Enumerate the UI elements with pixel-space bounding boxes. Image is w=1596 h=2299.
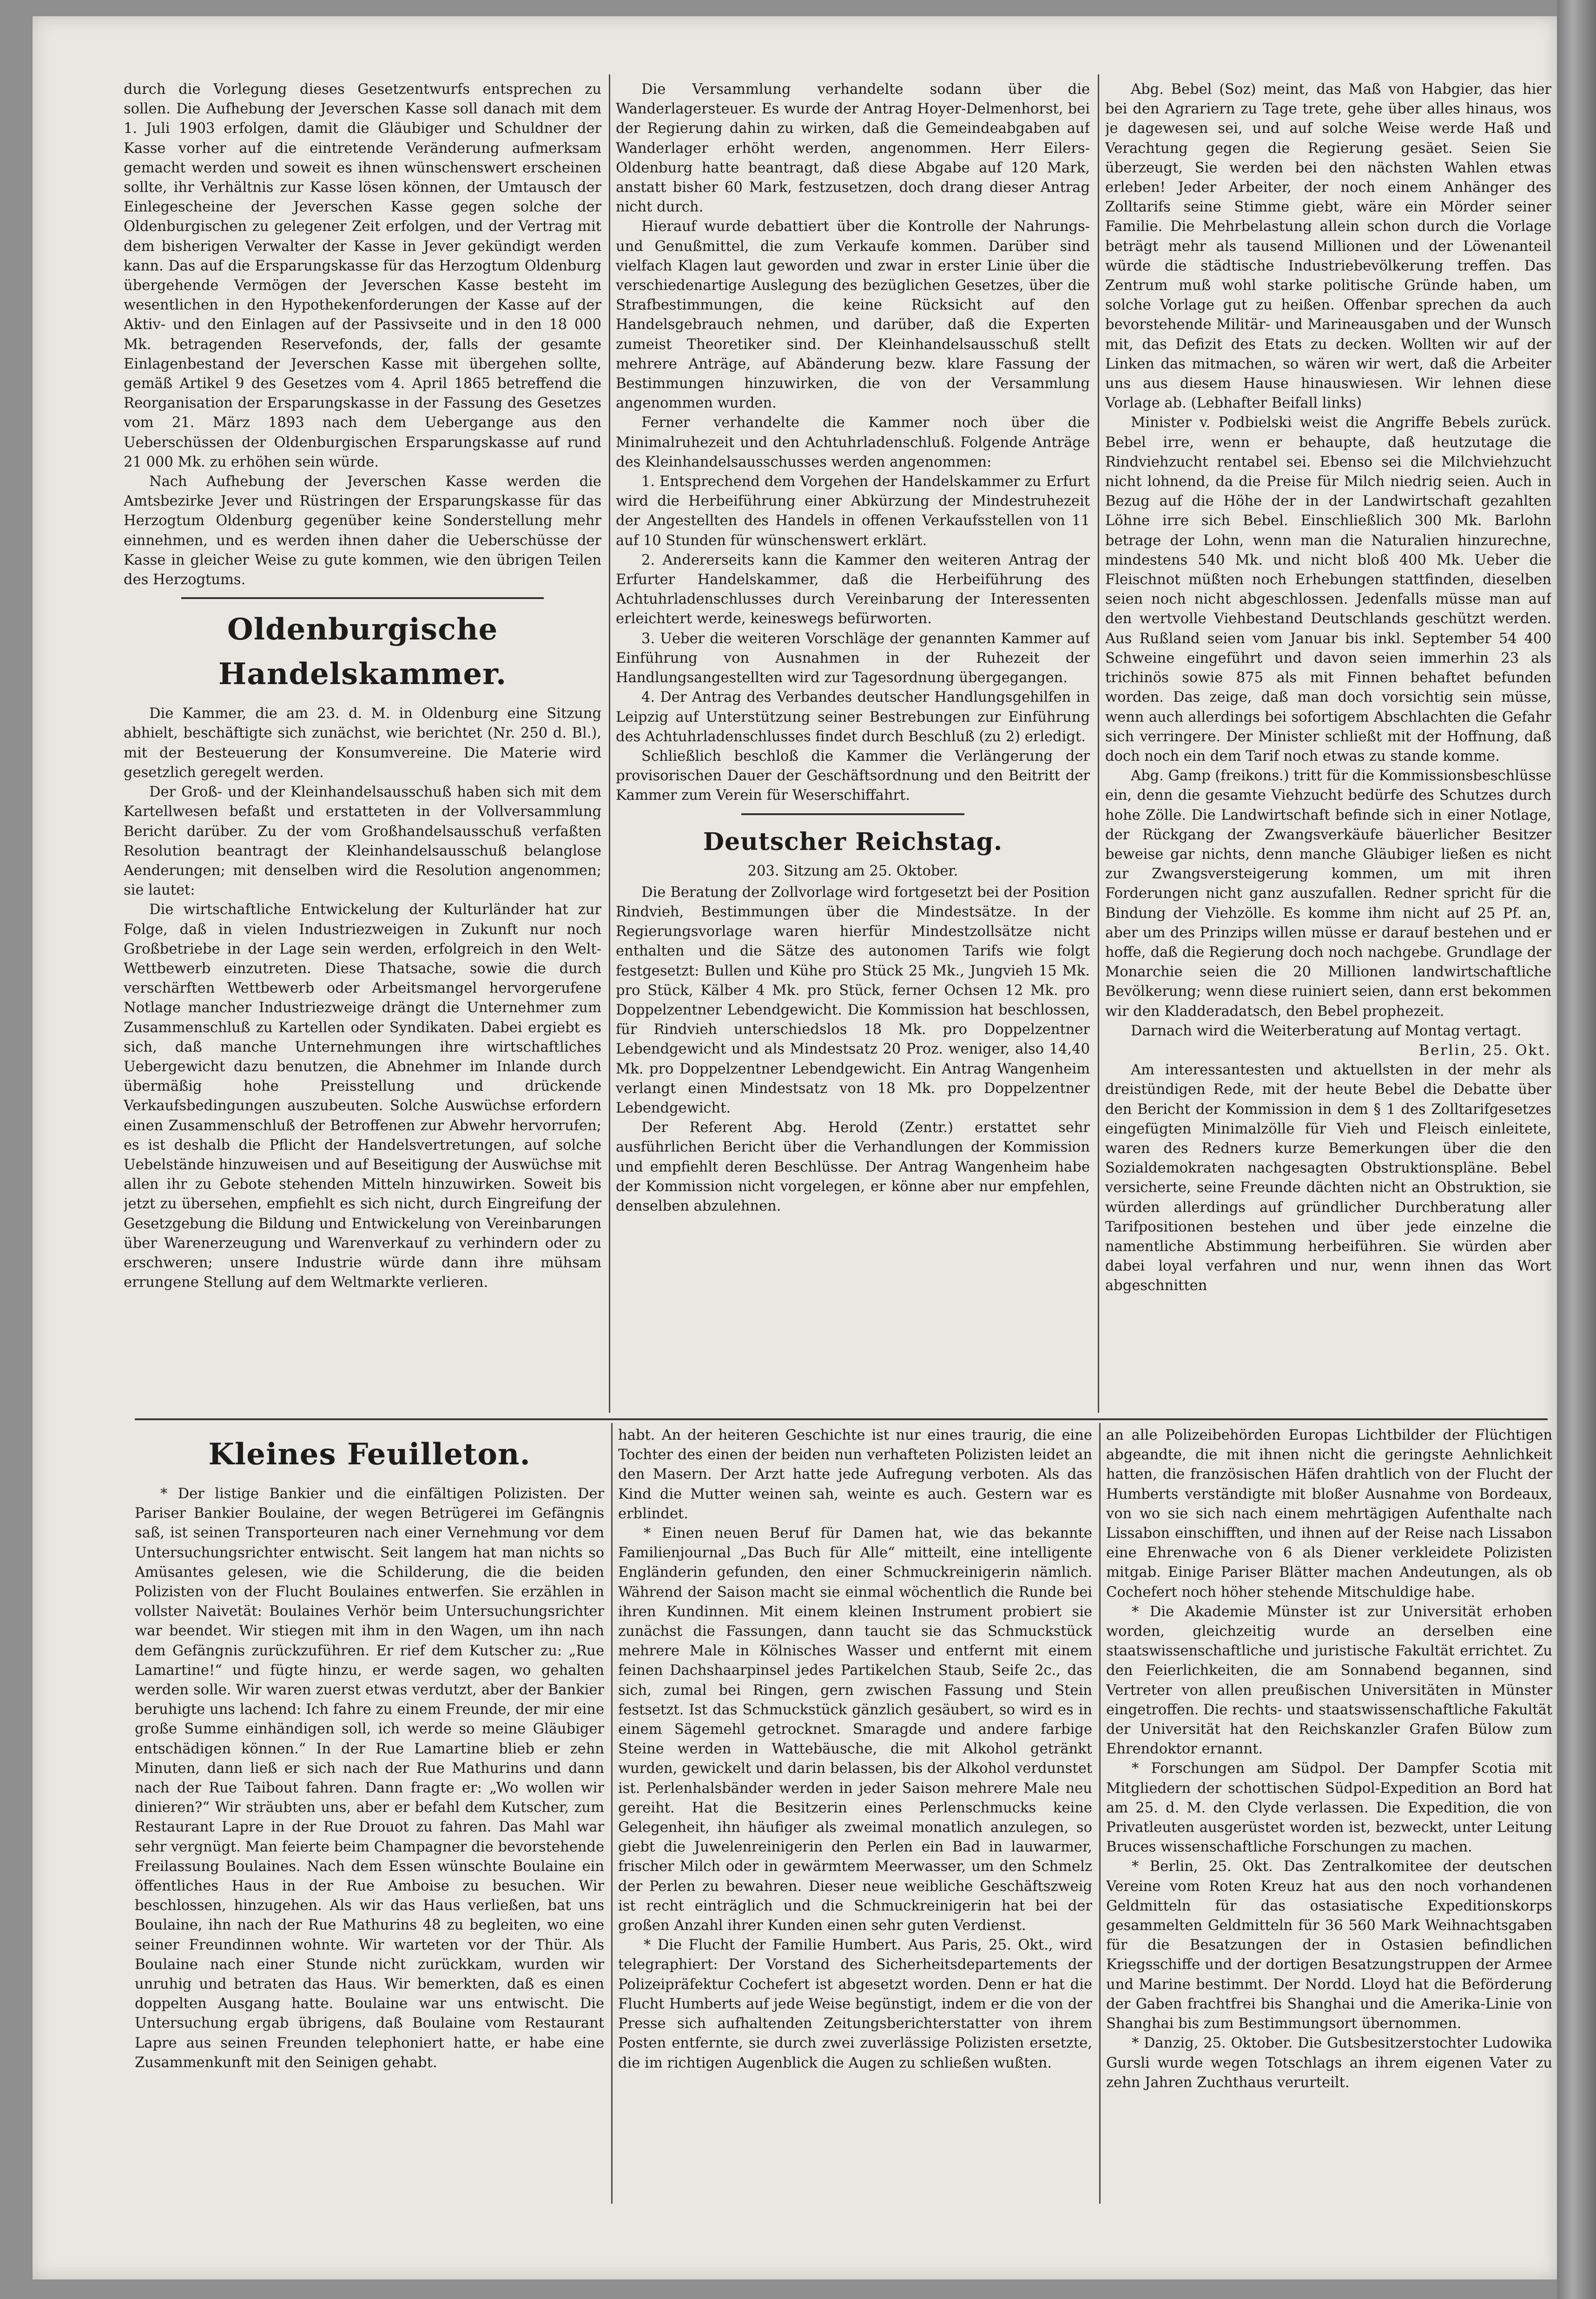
paragraph: 3. Ueber die weiteren Vorschläge der genannten Kammer auf Einführung von Ausnahmen in der Ruhezeit der Handlungsangestellten wird zur Tagesordnung übergegangen.: [616, 630, 1090, 686]
headline-feuilleton: Kleines Feuilleton.: [208, 1437, 531, 1472]
paragraph: * Danzig, 25. Oktober. Die Gutsbesitzerstochter Ludowika Gursli wurde wegen Totschlags an ihrem eigenen Vater zu zehn Jahren Zuchthaus verurteilt.: [1106, 2035, 1552, 2091]
feuilleton-column-2: [618, 1426, 1092, 2202]
paragraph: * Einen neuen Beruf für Damen hat, wie das bekannte Familienjournal „Das Buch für Alle“ mitteilt, eine intelligente Engländerin gefunden, den einer Schmuckreinigerin nämlich. Während der Saison macht sie einmal wöchentlich die Runde bei ihren Kundinnen. Mit einem kleinen Instrument probiert sie zunächst die Fassungen, dann taucht sie das Schmuckstück mehrere Male in Kölnisches Wasser und entfernt mit einem feinen Dachshaarpinsel jedes Partikelchen Staub, Seife 2c., das sich, zumal bei Ringen, gern zwischen Fassung und Stein festsetzt. Ist das Schmuckstück gänzlich gesäubert, so wird es in einem Sägemehl getrocknet. Smaragde und andere farbige Steine werden in Wattebäusche, die mit Alkohol getränkt wurden, gewickelt und darin belassen, bis der Alkohol verdunstet ist. Perlenhalsbänder werden in jeder Saison mehrere Male neu gereiht. Hat die Besitzerin eines Perlenschmucks keine Gelegenheit, ihn häufiger als zweimal monatlich anzulegen, so giebt die Juwelenreinigerin den Perlen ein Bad in lauwarmer, frischer Milch oder in gewärmtem Meerwasser, um den Schmelz der Perlen zu bewahren. Dieser neue weibliche Geschäftszweig ist recht einträglich und die Schmuckreinigerin hat bei der großen Anzahl ihrer Kunden einen sehr guten Verdienst.: [618, 1525, 1092, 1934]
feuilleton-separator: [135, 1418, 1548, 1420]
headline-handelskammer: Oldenburgische Handelskammer.: [218, 612, 507, 692]
paragraph: Die wirtschaftliche Entwickelung der Kulturländer hat zur Folge, daß in vielen Industriezweigen in Zukunft nur noch Großbetriebe in der Lage sein werden, erfolgreich in den Welt-Wettbewerb einzutreten. Diese Thatsache, sowie die durch verschärften Wettbewerb oder Arbeitsmangel hervorgerufene Notlage mancher Industriezweige drängt die Unternehmer zum Zusammenschluß zu Kartellen oder Syndikaten. Dabei ergiebt es sich, daß manche Unternehmungen ihre wirtschaftliches Uebergewicht dazu benutzen, die Abnehmer im Inlande durch übermäßig hohe Preisstellung und drückende Verkaufsbedingungen auszubeuten. Solche Auswüchse erfordern einen Zusammenschluß der Betroffenen zur Abwehr hervorrufen; es ist deshalb die Pflicht der Handelsvertretungen, auf solche Uebelstände hinzuweisen und auf Beseitigung der Auswüchse mit allen ihr zu Gebote stehenden Mitteln hinzuwirken. Soweit bis jetzt zu übersehen, empfiehlt es sich nicht, durch Eingreifung der Gesetzgebung die Bildung und Entwickelung von Vereinbarungen über Warenerzeugung und Warenverkauf zu verhindern oder zu erschweren; unsere Industrie würde dann ihre mühsam errungene Stellung auf dem Weltmarkte verlieren.: [124, 902, 601, 1291]
column-rule: [609, 74, 610, 1413]
paragraph: 1. Entsprechend dem Vorgehen der Handelskammer zu Erfurt wird die Herbeiführung einer Abkürzung der Mindestruhezeit der Angestellten des Handels in offenen Verkaufsstellen von 11 auf 10 Stunden für wünschenswert erklärt.: [616, 474, 1090, 549]
headline-reichstag: Deutscher Reichstag.: [703, 827, 1003, 856]
paragraph: Die Versammlung verhandelte sodann über die Wanderlagersteuer. Es wurde der Antrag Hoyer-Delmenhorst, bei der Regierung dahin zu wirken, daß die Gemeindeabgaben auf Wanderlager erhöht werden, angenommen. Herr Eilers-Oldenburg hatte beantragt, daß diese Abgabe auf 120 Mark, anstatt bisher 60 Mark, festzusetzen, doch drang dieser Antrag nicht durch.: [616, 81, 1090, 216]
paragraph: Der Groß- und der Kleinhandelsausschuß haben sich mit dem Kartellwesen befaßt und erstatteten in der Vollversammlung Bericht darüber. Zu der vom Großhandelsausschuß verfaßten Resolution beantragt der Kleinhandelsausschuß belanglose Aenderungen; mit denselben wird die Resolution angenommen; sie lautet:: [124, 784, 601, 899]
top-column-2: [616, 80, 1090, 1414]
paragraph: Schließlich beschloß die Kammer die Verlängerung der provisorischen Dauer der Geschäftsordnung und den Beitritt der Kammer zum Verein für Weserschiffahrt.: [616, 748, 1090, 804]
column-rule: [1098, 74, 1099, 1413]
paragraph: Hierauf wurde debattiert über die Kontrolle der Nahrungs- und Genußmittel, die zum Verkaufe kommen. Darüber sind vielfach Klagen laut geworden und zwar in erster Linie über die verschiedenartige Auslegung des bezüglichen Gesetzes, über die Strafbestimmungen, die keine Rücksicht auf den Handelsgebrauch nehmen, und darüber, daß die Experten zumeist Theoretiker sind. Der Kleinhandelsausschuß stellt mehrere Anträge, auf Abänderung bezw. klare Fassung der Bestimmungen hinzuwirken, die von der Versammlung angenommen wurden.: [616, 218, 1090, 412]
paragraph: Die Beratung der Zollvorlage wird fortgesetzt bei der Position Rindvieh, Bestimmungen über die Mindestsätze. In der Regierungsvorlage waren hierfür Mindestzollsätze nicht enthalten und die Sätze des autonomen Tarifs wie folgt festgesetzt: Bullen und Kühe pro Stück 25 Mk., Jungvieh 15 Mk. pro Stück, Kälber 4 Mk. pro Stück, ferner Ochsen 12 Mk. pro Doppelzentner Lebendgewicht. Die Kommission hat beschlossen, für Rindvieh unterschiedslos 18 Mk. pro Doppelzentner Lebendgewicht und als Mindestsatz 20 Proz. weniger, also 14,40 Mk. pro Doppelzentner Lebendgewicht. Ein Antrag Wangenheim verlangt einen Mindestsatz von 18 Mk. pro Doppelzentner Lebendgewicht.: [616, 884, 1090, 1116]
page-edge-shadow: [1557, 0, 1596, 2299]
paragraph: * Die Flucht der Familie Humbert. Aus Paris, 25. Okt., wird telegraphiert: Der Vorstand des Sicherheitsdepartements der Polizeipräfektur Cochefert ist abgesetzt worden. Denn er hat die Flucht Humberts auf jede Weise begünstigt, indem er die von der Presse sich aufhaltenden Zeitungsberichterstatter von ihrem Posten entfernte, sie durch zwei zuverlässige Polizisten ersetzte, die im richtigen Augenblick die Augen zu schließen wußten.: [618, 1937, 1092, 2071]
paragraph: Die Kammer, die am 23. d. M. in Oldenburg eine Sitzung abhielt, beschäftigte sich zunächst, wie berichtet (Nr. 250 d. Bl.), mit der Besteuerung der Konsumvereine. Die Materie wird gesetzlich geregelt werden.: [124, 705, 601, 781]
paragraph: Abg. Bebel (Soz) meint, das Maß von Habgier, das hier bei den Agrariern zu Tage trete, gehe über alles hinaus, wos je dagewesen sei, und auf solche Weise werde Haß und Verachtung gegen die Regierung gesäet. Seien Sie überzeugt, Sie werden bei den nächsten Wahlen etwas erleben! Jeder Arbeiter, der noch einem Anhänger des Zolltarifs seine Stimme giebt, wäre ein Mörder seiner Familie. Die Mehrbelastung allein schon durch die Vorlage beträgt mehr als tausend Millionen und der Löwenanteil würde die städtische Industriebevölkerung treffen. Das Zentrum muß wohl starke politische Gründe haben, um solche Vorlage gut zu heißen. Offenbar sprechen da auch bevorstehende Militär- und Marineausgaben und der Wunsch mit, das Defizit des Etats zu decken. Wollten wir auf der Linken das mitmachen, so wären wir wert, daß die Arbeiter uns aus diesem Hause hinauswiesen. Wir lehnen diese Vorlage ab. (Lebhafter Beifall links): [1105, 81, 1551, 412]
paragraph: Minister v. Podbielski weist die Angriffe Bebels zurück. Bebel irre, wenn er behaupte, daß heutzutage die Rindviehzucht rentabel sei. Ebenso sei die Milchviehzucht nicht lohnend, da die Preise für Milch niedrig seien. Auch in Bezug auf die Höhe der in der Landwirtschaft gezahlten Löhne irre sich Bebel. Einschließlich 300 Mk. Barlohn betrage der Lohn, wenn man die Naturalien hinzurechne, mindestens 540 Mk. und nicht bloß 400 Mk. Ueber die Fleischnot müßten noch Erhebungen stattfinden, dieselben seien noch nicht abgeschlossen. Jedenfalls müsse man auf den wertvolle Viehbestand Deutschlands geschützt werden. Aus Rußland seien vom Januar bis inkl. September 54 400 Schweine eingeführt und davon seien immerhin 23 als trichinös sowie 875 als mit Finnen behaftet befunden worden. Das zeige, daß man doch vorsichtig sein müsse, wenn auch allerdings bei sofortigem Abschlachten die Gefahr sich verringere. Der Minister schließt mit der Hoffnung, daß doch noch ein dem Tarif noch etwas zu stande komme.: [1105, 415, 1551, 764]
paragraph: Der Referent Abg. Herold (Zentr.) erstattet sehr ausführlichen Bericht über die Verhandlungen der Kommission und empfiehlt deren Beschlüsse. Der Antrag Wangenheim habe der Kommission nicht vorgelegen, er könne aber nur empfehlen, denselben abzulehnen.: [616, 1120, 1090, 1214]
top-column-1: [124, 80, 601, 1414]
paragraph: * Der listige Bankier und die einfältigen Polizisten. Der Pariser Bankier Boulaine, der wegen Betrügerei im Gefängnis saß, ist seinen Transporteuren nach einer Vernehmung vor dem Untersuchungsrichter entwischt. Seit langem hat man nichts so Amüsantes gelesen, wie die Schilderung, die die beiden Polizisten von der Flucht Boulaines entwerfen. Sie erzählen in vollster Naivetät: Boulaines Verhör beim Untersuchungsrichter war beendet. Wir stiegen mit ihm in den Wagen, um ihn nach dem Gefängnis zurückzuführen. Er rief dem Kutscher zu: „Rue Lamartine!“ und fügte hinzu, er werde sagen, wo gehalten werden solle. Wir waren zuerst etwas verdutzt, aber der Bankier beruhigte uns lachend: Ich fahre zu einem Freunde, der mir eine große Summe einhändigen soll, ich werde so meine Gläubiger entschädigen können.“ In der Rue Lamartine blieb er zehn Minuten, dann ließ er sich nach der Rue Mathurins und dann nach der Rue Taibout fahren. Dann fragte er: „Wo wollen wir dinieren?“ Wir sträubten uns, aber er befahl dem Kutscher, zum Restaurant Lapre in der Rue Drouot zu fahren. Das Mahl war sehr vergnügt. Man feierte beim Champagner die bevorstehende Freilassung Boulaines. Nach dem Essen wünschte Boulaine ein öffentliches Haus in der Rue Amboise zu besuchen. Wir beschlossen, hinzugehen. Als wir das Haus verließen, bat uns Boulaine, ihn nach der Rue Mathurins 48 zu begleiten, wo eine seiner Freundinnen wohnte. Wir warteten vor der Thür. Als Boulaine nach einer Stunde nicht zurückkam, wurden wir unruhig und betraten das Haus. Wir bemerkten, daß es einen doppelten Ausgang hatte. Boulaine war uns entwischt. Die Untersuchung ergab übrigens, daß Boulaine vom Restaurant Lapre aus seinen Freunden telephoniert hatte, er habe eine Zusammenkunft mit den Seinigen gehabt.: [135, 1486, 604, 2071]
feuilleton-column-3: [1106, 1426, 1552, 2202]
paragraph: Darnach wird die Weiterberatung auf Montag vertagt.: [1131, 1022, 1522, 1039]
section-divider: [181, 597, 544, 599]
paragraph: durch die Vorlegung dieses Gesetzentwurfs entsprechen zu sollen. Die Aufhebung der Jeverschen Kasse soll danach mit dem 1. Juli 1903 erfolgen, damit die Gläubiger und Schuldner der Kasse vorher auf die eintretende Veränderung aufmerksam gemacht werden und soweit es ihnen wünschenswert erscheinen sollte, ihr Verhältnis zur Kasse lösen können, der Umtausch der Einlegescheine der Jeverschen Kasse gegen solche der Oldenburgischen zu gelegener Zeit erfolgen, und der Vertrag mit dem bisherigen Verwalter der Kasse in Jever gekündigt werden kann. Das auf die Ersparungskasse für das Herzogtum Oldenburg übergehende Vermögen der Jeverschen Kasse besteht im wesentlichen in den Hypothekenforderungen der Kasse auf der Aktiv- und den Einlagen auf der Passivseite und in den 18 000 Mk. betragenden Reservefonds, der, falls der gesamte Einlagenbestand der Jeverschen Kasse mit übergehen sollte, gemäß Artikel 9 des Gesetzes vom 4. April 1865 betreffend die Reorganisation der Ersparungskasse in der Fassung des Gesetzes vom 21. März 1893 nach dem Uebergange aus den Ueberschüssen der Oldenburgischen Ersparungskasse auf rund 21 000 Mk. zu erhöhen sein würde.: [124, 81, 601, 470]
paragraph: * Forschungen am Südpol. Der Dampfer Scotia mit Mitgliedern der schottischen Südpol-Expedition an Bord hat am 25. d. M. den Clyde verlassen. Die Expedition, die von Privatleuten ausgerüstet worden ist, bezweckt, unter Leitung Bruces wissenschaftliche Forschungen zu machen.: [1106, 1760, 1552, 1856]
session-subhead: 203. Sitzung am 25. Oktober.: [747, 863, 958, 879]
paragraph: Ferner verhandelte die Kammer noch über die Minimalruhezeit und den Achtuhrladenschluß. Folgende Anträge des Kleinhandelsausschusses werden angenommen:: [616, 415, 1090, 470]
column-rule: [1099, 1423, 1101, 2204]
dateline: Berlin, 25. Okt.: [1418, 1042, 1551, 1059]
paragraph: Am interessantesten und aktuellsten in der mehr als dreistündigen Rede, mit der heute Bebel die Debatte über den Bericht der Kommission in dem § 1 des Zolltarifgesetzes eingefügten Minimalzölle für Vieh und Fleisch einleitete, waren des Redners kurze Bemerkungen über die den Sozialdemokraten nachgesagten Obstruktionspläne. Bebel versicherte, seine Freunde dächten nicht an Obstruktion, sie würden allerdings auf gründlicher Durchberatung aller Tarifpositionen bestehen und über jede einzelne die namentliche Abstimmung herbeiführen. Sie würden aber dabei loyal verfahren und nur, wenn ihnen das Wort abgeschnitten: [1105, 1062, 1551, 1294]
paragraph: 4. Der Antrag des Verbandes deutscher Handlungsgehilfen in Leipzig auf Unterstützung seiner Bestrebungen zur Einführung des Achtuhrladenschlusses findet durch Beschluß (zu 2) erledigt.: [616, 689, 1090, 745]
paragraph: an alle Polizeibehörden Europas Lichtbilder der Flüchtigen abgeandte, die mit ihnen nicht die geringste Aehnlichkeit hatten, die französischen Häfen drahtlich von der Flucht der Humberts verständigte mit bloßer Ausnahme von Bordeaux, von wo sie sich nach einem mehrtägigen Aufenthalte nach Lissabon einschifften, und ihnen auf der Reise nach Lissabon eine Ehrenwache von 6 als Diener verkleidete Polizisten mitgab. Einige Pariser Blätter machen Andeutungen, als ob Cochefert noch höher stehende Mitschuldige habe.: [1106, 1427, 1552, 1601]
section-divider: [741, 813, 964, 815]
paragraph: 2. Andererseits kann die Kammer den weiteren Antrag der Erfurter Handelskammer, daß die Herbeiführung des Achtuhrladenschlusses durch Vereinbarung der Interessenten erleichtert werde, keineswegs befürworten.: [616, 552, 1090, 627]
paragraph: habt. An der heiteren Geschichte ist nur eines traurig, die eine Tochter des einen der beiden nun verhafteten Polizisten leidet an den Masern. Der Arzt hatte jede Aufregung verboten. Als das Kind die Mutter weinen sah, weinte es auch. Gestern war es erblindet.: [618, 1427, 1092, 1522]
top-column-3: [1105, 80, 1551, 1414]
paragraph: * Berlin, 25. Okt. Das Zentralkomitee der deutschen Vereine vom Roten Kreuz hat aus den noch vorhandenen Geldmitteln für das ostasiatische Expeditionskorps gesammelten Geldmitteln für 36 560 Mark Weihnachtsgaben für die Besatzungen der in Ostasien befindlichen Kriegsschiffe und der dortigen Besatzungstruppen der Armee und Marine bestimmt. Der Nordd. Lloyd hat die Beförderung der Gaben frachtfrei bis Shanghai und die Amerika-Linie von Shanghai bis zum Bestimmungsort übernommen.: [1106, 1858, 1552, 2032]
column-rule: [611, 1423, 613, 2204]
paragraph: * Die Akademie Münster ist zur Universität erhoben worden, gleichzeitig wurde an derselben eine staatswissenschaftliche und juristische Fakultät errichtet. Zu den Feierlichkeiten, die am Sonnabend begannen, sind Vertreter von allen preußischen Universitäten in Münster eingetroffen. Die rechts- und staatswissenschaftliche Fakultät der Universität hat den Reichskanzler Grafen Bülow zum Ehrendoktor ernannt.: [1106, 1603, 1552, 1758]
paragraph: Nach Aufhebung der Jeverschen Kasse werden die Amtsbezirke Jever und Rüstringen der Ersparungskasse für das Herzogtum Oldenburg gegenüber keine Sonderstellung mehr einnehmen, und es werden ihnen daher die Ueberschüsse der Kasse in gleicher Weise zu gute kommen, wie den übrigen Teilen des Herzogtums.: [124, 474, 601, 588]
paragraph: Abg. Gamp (freikons.) tritt für die Kommissionsbeschlüsse ein, denn die gesamte Viehzucht bedürfe des Schutzes durch hohe Zölle. Die Landwirtschaft befinde sich in einer Notlage, der Rückgang der Zwangsverkäufe bäuerlicher Besitzer beweise gar nichts, denn manche Gläubiger ließen es nicht zur Zwangsversteigerung kommen, um mit ihren Forderungen nicht ganz auszufallen. Redner spricht für die Bindung der Viehzölle. Es komme ihm nicht auf 25 Pf. an, aber um des Prinzips willen müsse er darauf bestehen und er hoffe, daß die Regierung doch noch nachgebe. Grundlage der Monarchie seien die 20 Millionen landwirtschaftliche Bevölkerung; wenn diese ruiniert seien, dann erst bekommen wir den Kladderadatsch, den Bebel prophezeit.: [1105, 768, 1551, 1020]
feuilleton-column-1: [135, 1426, 604, 2202]
